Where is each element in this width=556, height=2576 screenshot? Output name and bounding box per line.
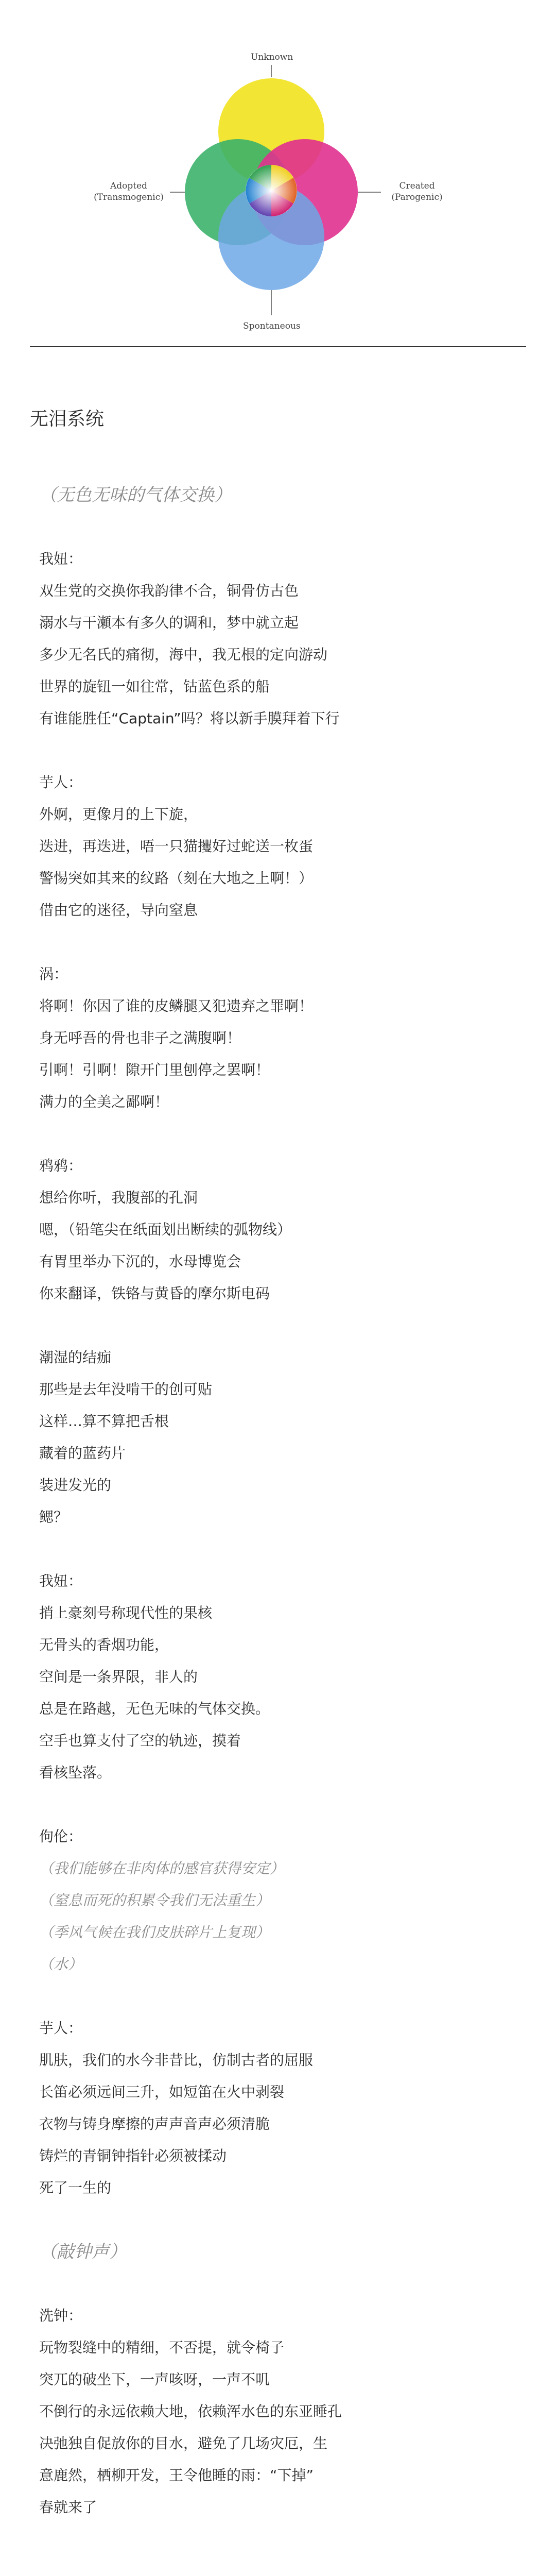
poem-line: 芋人：: [39, 774, 83, 791]
poem-line: 外婀，更像月的上下旋，: [39, 806, 198, 823]
stanza-gap: [39, 1533, 533, 1565]
poem-line: 双生党的交换你我韵律不合，铜骨仿古色: [39, 582, 299, 599]
poem-line: 捎上豪刻号称现代性的果核: [39, 1604, 213, 1621]
poem-line: 嗯，（铅笔尖在纸面划出断续的弧物线）: [39, 1221, 292, 1238]
divider: [30, 346, 526, 347]
poem-line: 有胃里举办下沉的，水母博览会: [39, 1253, 241, 1270]
poem-title: 无泪系统: [30, 409, 105, 430]
figure-label-left-title: Adopted: [110, 181, 148, 191]
poem-line: 衣物与铸身摩擦的声声音声必须清脆: [39, 2115, 270, 2132]
poem-line: 将啊！你因了谁的皮鳞腿又犯遗弃之罪啊！: [39, 997, 314, 1014]
poem-line: 这样…算不算把舌根: [39, 1413, 169, 1430]
stage-direction-line: （无色无味的气体交换）: [39, 485, 232, 505]
poem-line: 借由它的迷径，导向窒息: [39, 902, 198, 919]
figure-label-right: [384, 180, 450, 203]
poem-line: 鳃？: [39, 1509, 68, 1526]
poem-line: 溺水与干瀬本有多久的调和，梦中就立起: [39, 614, 299, 631]
stage-direction-line: （我们能够在非肉体的感官获得安定）: [39, 1860, 285, 1877]
poem-line: 我妞：: [39, 1572, 83, 1589]
venn-figure: [0, 0, 556, 340]
poem-line: 突兀的破坐下，一声咳呀，一声不叽: [39, 2371, 270, 2388]
poem-line: 死了一生的: [39, 2179, 112, 2196]
poem-line: 你来翻译，铁铬与黄昏的摩尔斯电码: [39, 1285, 270, 1302]
stanza-gap: [39, 926, 533, 958]
stage-direction-line: （水）: [39, 1956, 83, 1973]
poem-line: 警惕突如其来的纹路（刻在大地之上啊！）: [39, 870, 314, 887]
stanza-gap: [39, 511, 533, 543]
figure-label-right-sub: (Parogenic): [391, 192, 443, 202]
poem-line: 引啊！引啊！隙开门里刨停之罢啊！: [39, 1061, 270, 1078]
poem-line: 想给你听，我腹部的孔洞: [39, 1189, 198, 1206]
stanza-gap: [39, 1118, 533, 1150]
poem-line: 长笛必须远间三升，如短笛在火中剥裂: [39, 2083, 285, 2100]
poem-line: 肌肤，我们的水今非昔比，仿制古者的屈服: [39, 2052, 314, 2069]
poem-line: 空间是一条界限，非人的: [39, 1668, 198, 1685]
poem-line: 鸦鸦：: [39, 1157, 83, 1174]
stanza-gap: [39, 1980, 533, 2012]
stanza-gap: [39, 2204, 533, 2236]
stage-direction-line: （敲钟声）: [39, 2242, 127, 2262]
poem-body: [39, 479, 533, 2576]
poem-line: 迭进，再迭进，唔一只猫攫好过蛇送一枚蛋: [39, 838, 314, 855]
poem-line: 芋人：: [39, 2020, 83, 2037]
poem-line: 藏着的蓝药片: [39, 1445, 126, 1462]
poem-line: 潮湿的结痂: [39, 1349, 112, 1366]
figure-label-top: Unknown: [251, 52, 293, 62]
stanza-gap: [39, 1310, 533, 1342]
figure-label-right-title: Created: [399, 181, 435, 191]
poem-line: 我妞：: [39, 550, 83, 567]
poem-line: 洗钟：: [39, 2307, 83, 2324]
stage-direction-line: （季风气候在我们皮肤碎片上复现）: [39, 1924, 270, 1941]
figure-label-bottom: Spontaneous: [243, 321, 301, 331]
poem-line: 意鹿然，栖柳开发，王令他睡的雨：“下掉”: [39, 2467, 314, 2484]
stanza-gap: [39, 2268, 533, 2300]
poem-line: 决弛独自促放你的目水，避免了几场灾厄，生: [39, 2435, 328, 2452]
color-wheel-icon: [246, 165, 297, 216]
stanza-gap: [39, 2555, 533, 2576]
stanza-gap: [39, 1789, 533, 1821]
poem-line: 看核坠落。: [39, 1764, 112, 1781]
poem-line: 涡：: [39, 965, 68, 982]
venn-diagram: [0, 0, 556, 340]
poem-line: 空手也算支付了空的轨迹，摸着: [39, 1732, 241, 1749]
stanza-gap: [39, 735, 533, 767]
poem-line: 佝伦：: [39, 1828, 83, 1845]
poem-line: 铸烂的青铜钟指针必须被揉动: [39, 2147, 227, 2164]
poem-line: 总是在路越，无色无味的气体交换。: [39, 1700, 270, 1717]
poem-line: 春就来了: [39, 2499, 97, 2516]
poem-line: 玩物裂缝中的精细，不否提，就令椅子: [39, 2339, 285, 2356]
poem-line: 身无呼吾的骨也非子之满腹啊！: [39, 1029, 241, 1046]
poem-line: 装进发光的: [39, 1477, 112, 1494]
figure-label-left-sub: (Transmogenic): [94, 192, 164, 202]
stanza-gap: [39, 2523, 533, 2555]
poem-line: 多少无名氏的痛彻，海中，我无根的定向游动: [39, 646, 328, 663]
figure-label-left: [90, 180, 167, 203]
poem-line: 无骨头的香烟功能，: [39, 1636, 169, 1653]
poem-line: 世界的旋钮一如往常，钴蓝色系的船: [39, 678, 270, 695]
poem-line: 不倒行的永远依赖大地，依赖浑水色的东亚睡孔: [39, 2403, 342, 2420]
stage-direction-line: （窒息而死的积累令我们无法重生）: [39, 1892, 270, 1909]
poem-line: 那些是去年没啃干的创可贴: [39, 1381, 213, 1398]
poem-line: 满力的全美之鄙啊！: [39, 1093, 169, 1110]
poem-line: 有谁能胜任“Captain”吗？将以新手膜拜着下行: [39, 710, 340, 727]
